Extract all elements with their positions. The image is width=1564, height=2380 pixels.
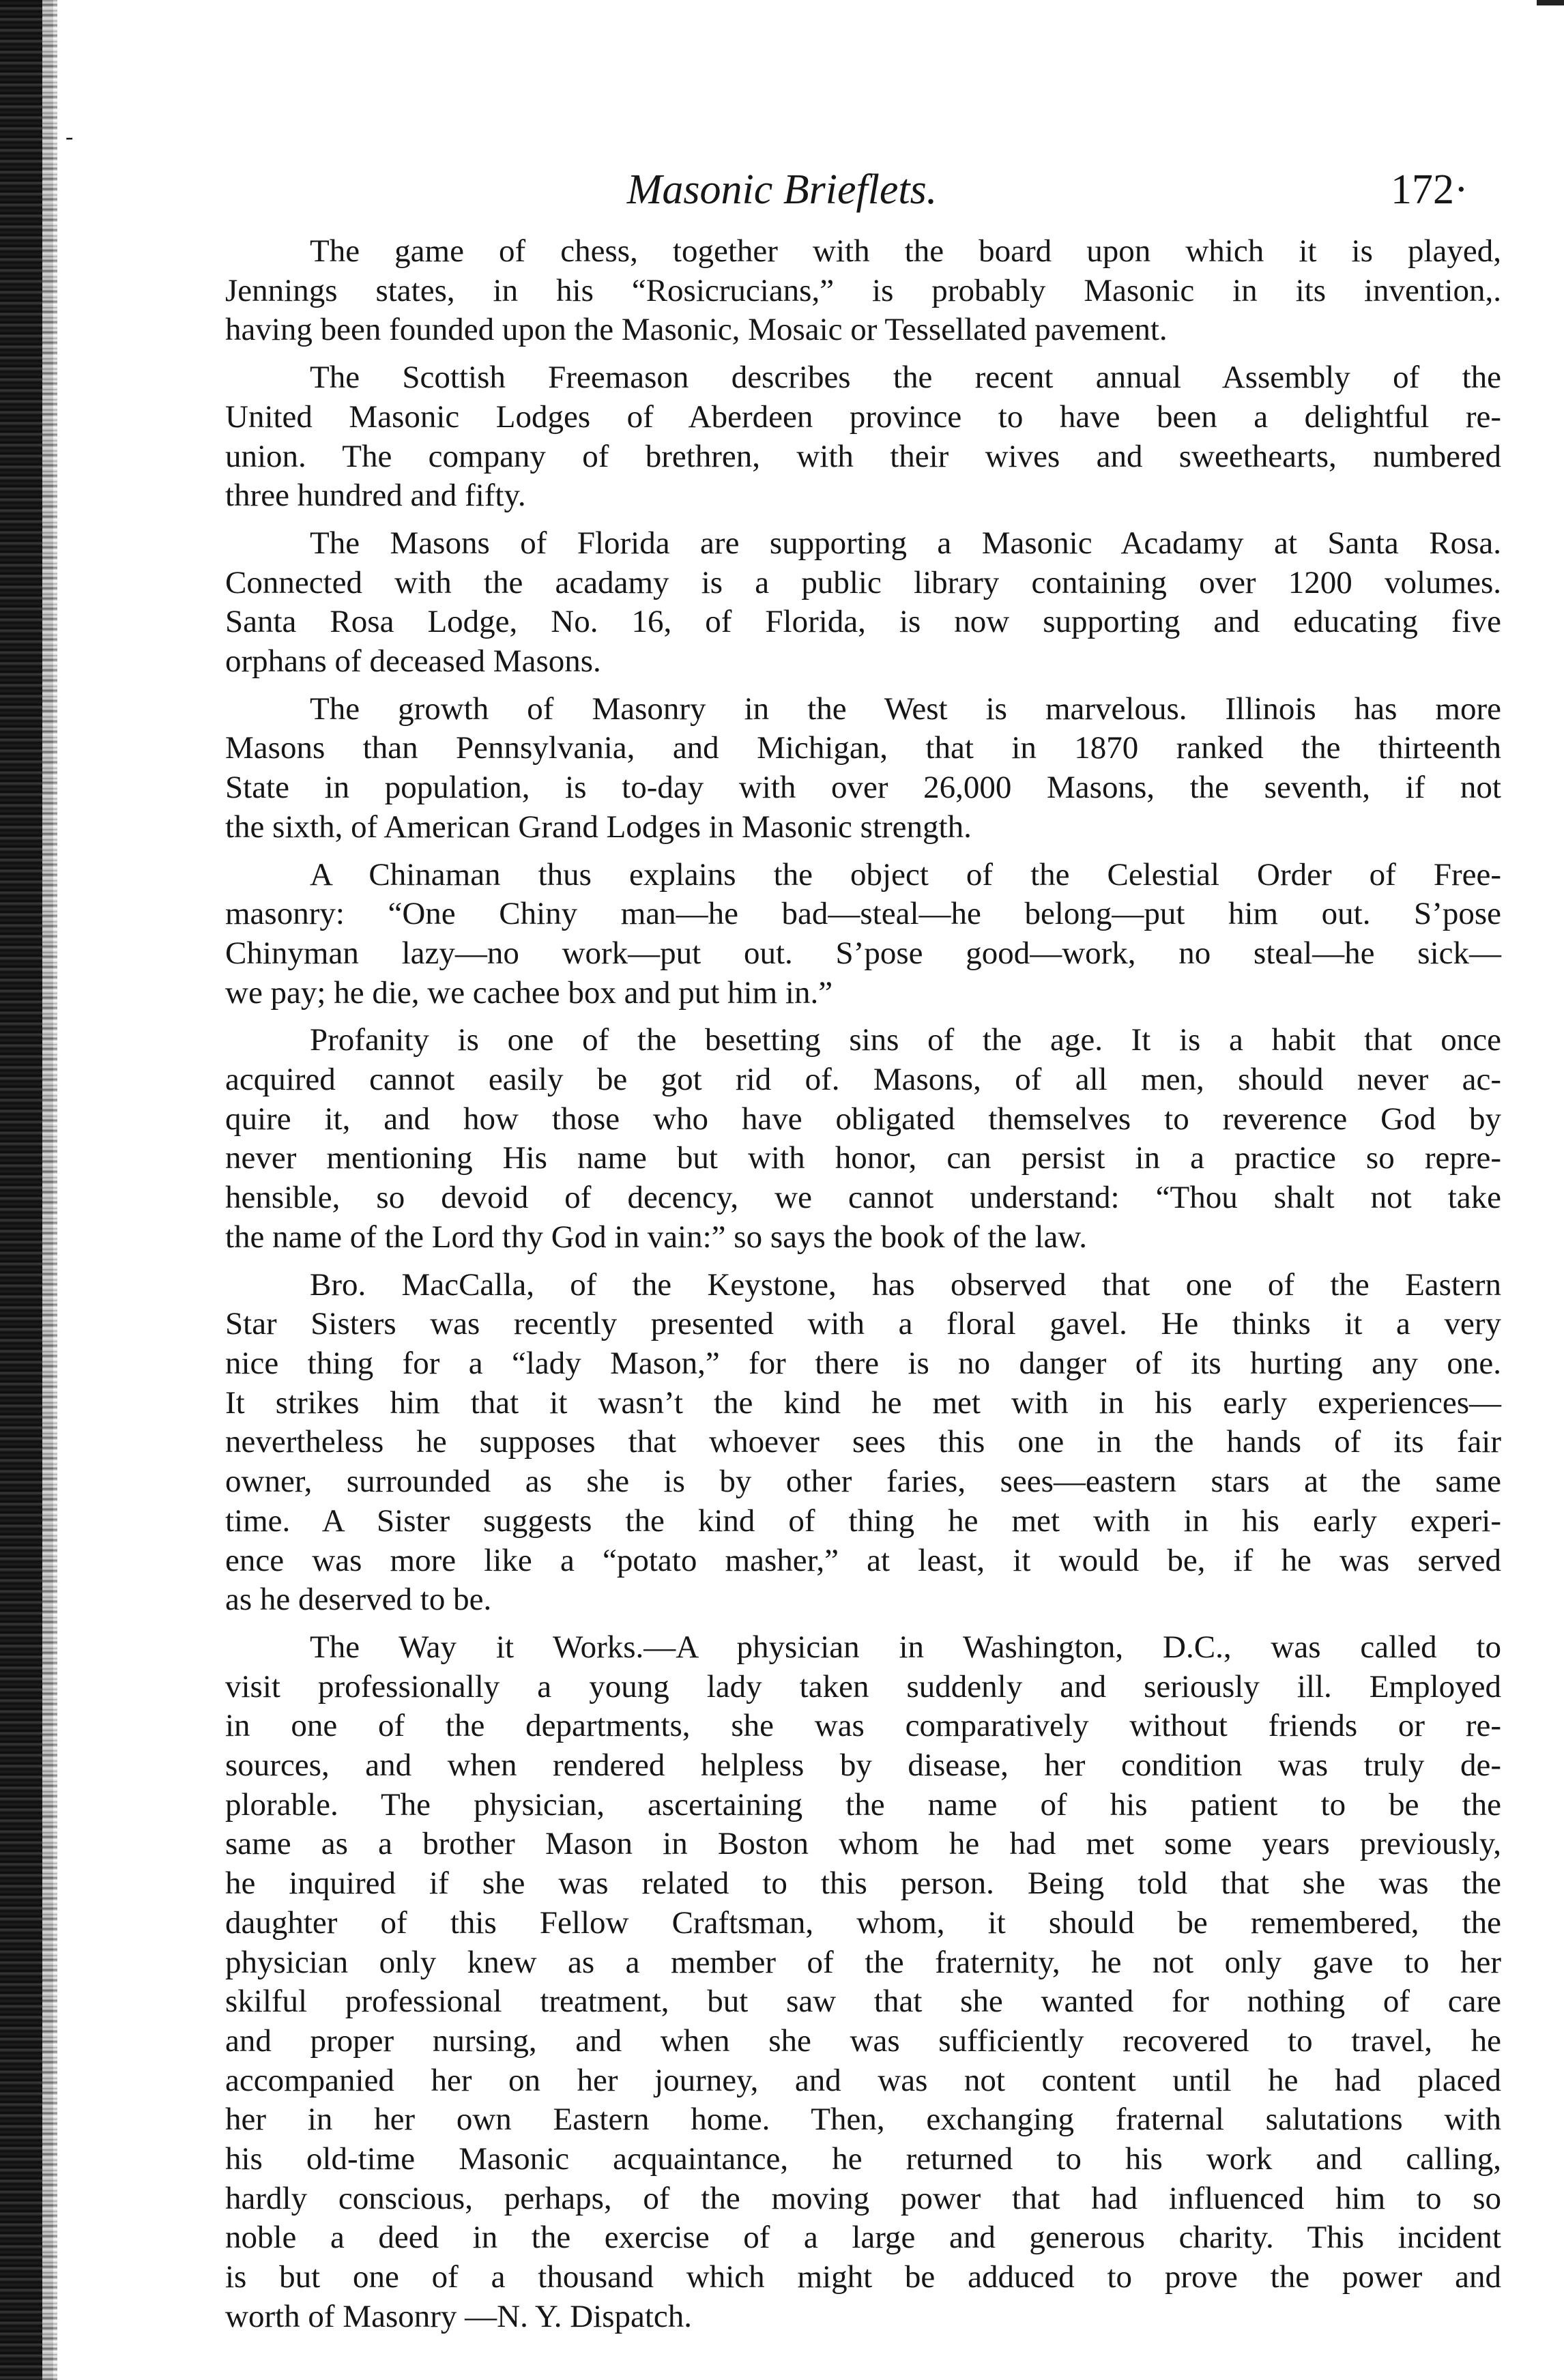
- text-line: union. The company of brethren, with their wives and sweethearts, numbered: [225, 438, 1501, 474]
- text-line: nevertheless he supposes that whoever sees this one in the hands of its fair: [225, 1424, 1501, 1460]
- text-line: The Masons of Florida are supporting a Masonic Acadamy at Santa Rosa.: [310, 525, 1501, 561]
- text-line: daughter of this Fellow Craftsman, whom, it should be remembered, the: [225, 1904, 1501, 1941]
- text-line: skilful professional treatment, but saw that she wanted for nothing of care: [225, 1984, 1501, 2020]
- text-line: plorable. The physician, ascertaining the name of his patient to be the: [225, 1786, 1501, 1823]
- text-line: United Masonic Lodges of Aberdeen province to have been a delightful re-: [225, 398, 1501, 435]
- page-number: 172·: [1391, 166, 1468, 213]
- scan-corner-mark: [1537, 0, 1564, 5]
- text-line: ence was more like a “potato masher,” at least, it would be, if he was served: [225, 1542, 1501, 1578]
- text-line: accompanied her on her journey, and was not content until he had placed: [225, 2062, 1501, 2098]
- text-line: his old-time Masonic acquaintance, he returned to his work and calling,: [225, 2141, 1501, 2177]
- paragraph-scottish-freemason: [225, 358, 1501, 516]
- text-line: nice thing for a “lady Mason,” for there is no danger of its hurting any one.: [225, 1345, 1501, 1381]
- margin-mark: -: [66, 124, 74, 149]
- text-line: and proper nursing, and when she was sufficiently recovered to travel, he: [225, 2022, 1501, 2059]
- text-line: A Chinaman thus explains the object of the Celestial Order of Free-: [310, 856, 1501, 893]
- text-line: Connected with the acadamy is a public library containing over 1200 volumes.: [225, 564, 1501, 600]
- page-gutter-edge: [42, 0, 57, 2380]
- text-line: is but one of a thousand which might be adduced to prove the power and: [225, 2259, 1501, 2295]
- text-line: quire it, and how those who have obligated themselves to reverence God by: [225, 1101, 1501, 1137]
- text-line: Santa Rosa Lodge, No. 16, of Florida, is now supporting and educating five: [225, 604, 1501, 640]
- text-line: noble a deed in the exercise of a large and generous charity. This incident: [225, 2220, 1501, 2256]
- text-line: we pay; he die, we cachee box and put him in.”: [225, 974, 833, 1011]
- text-line: owner, surrounded as she is by other faries, sees—eastern stars at the same: [225, 1464, 1501, 1500]
- paragraph-the-way-it-works: [225, 1628, 1501, 2337]
- text-line: The Scottish Freemason describes the recent annual Assembly of the: [310, 360, 1501, 396]
- body-text: [225, 232, 1501, 2345]
- text-line: orphans of deceased Masons.: [225, 643, 601, 680]
- text-line: The growth of Masonry in the West is marvelous. Illinois has more: [310, 691, 1501, 727]
- text-line: Bro. MacCalla, of the Keystone, has observed that one of the Eastern: [310, 1266, 1501, 1303]
- text-line: Masons than Pennsylvania, and Michigan, that in 1870 ranked the thirteenth: [225, 730, 1501, 766]
- paragraph-florida: [225, 524, 1501, 682]
- paragraph-profanity: [225, 1021, 1501, 1257]
- text-line: time. A Sister suggests the kind of thing he met with in his early experi-: [225, 1503, 1501, 1539]
- text-line: It strikes him that it wasn’t the kind he met with in his early experiences—: [225, 1384, 1501, 1421]
- text-line: in one of the departments, she was comparatively without friends or re-: [225, 1708, 1501, 1744]
- text-line: same as a brother Mason in Boston whom he had met some years previously,: [225, 1826, 1501, 1862]
- text-line: having been founded upon the Masonic, Mosaic or Tessellated pavement.: [225, 312, 1168, 348]
- text-line: The Way it Works.—A physician in Washington, D.C., was called to: [310, 1629, 1501, 1665]
- text-line: masonry: “One Chiny man—he bad—steal—he belong—put him out. S’pose: [225, 896, 1501, 932]
- text-line: Star Sisters was recently presented with a floral gavel. He thinks it a very: [225, 1306, 1501, 1342]
- text-line: The game of chess, together with the board upon which it is played,: [310, 233, 1501, 269]
- text-line: Jennings states, in his “Rosicrucians,” is probably Masonic in its invention,.: [225, 272, 1501, 308]
- text-line: the name of the Lord thy God in vain:” so says the book of the law.: [225, 1219, 1088, 1255]
- text-line: sources, and when rendered helpless by disease, her condition was truly de-: [225, 1747, 1501, 1784]
- paragraph-maccalla: [225, 1266, 1501, 1620]
- text-line: never mentioning His name but with honor, can persist in a practice so repre-: [225, 1140, 1501, 1176]
- running-head: [0, 162, 1564, 217]
- text-line: worth of Masonry —N. Y. Dispatch.: [225, 2298, 693, 2334]
- text-line: Profanity is one of the besetting sins of the age. It is a habit that once: [310, 1022, 1501, 1058]
- paragraph-chess: [225, 232, 1501, 350]
- text-line: the sixth, of American Grand Lodges in Masonic strength.: [225, 809, 972, 845]
- text-line: visit professionally a young lady taken suddenly and seriously ill. Employed: [225, 1668, 1501, 1704]
- text-line: acquired cannot easily be got rid of. Masons, of all men, should never ac-: [225, 1062, 1501, 1098]
- paragraph-growth-of-masonry: [225, 690, 1501, 847]
- text-line: hensible, so devoid of decency, we cannot understand: “Thou shalt not take: [225, 1180, 1501, 1216]
- text-line: Chinyman lazy—no work—put out. S’pose good—work, no steal—he sick—: [225, 935, 1501, 971]
- text-line: he inquired if she was related to this person. Being told that she was the: [225, 1866, 1501, 1902]
- text-line: as he deserved to be.: [225, 1582, 492, 1618]
- text-line: State in population, is to-day with over 26,000 Masons, the seventh, if not: [225, 770, 1501, 806]
- text-line: her in her own Eastern home. Then, exchanging fraternal salutations with: [225, 2102, 1501, 2138]
- text-line: three hundred and fifty.: [225, 478, 526, 514]
- text-line: hardly conscious, perhaps, of the moving power that had influenced him to so: [225, 2180, 1501, 2216]
- paragraph-chinaman: [225, 856, 1501, 1013]
- text-line: physician only knew as a member of the fraternity, he not only gave to her: [225, 1944, 1501, 1980]
- running-title: Masonic Brieflets.: [626, 166, 938, 213]
